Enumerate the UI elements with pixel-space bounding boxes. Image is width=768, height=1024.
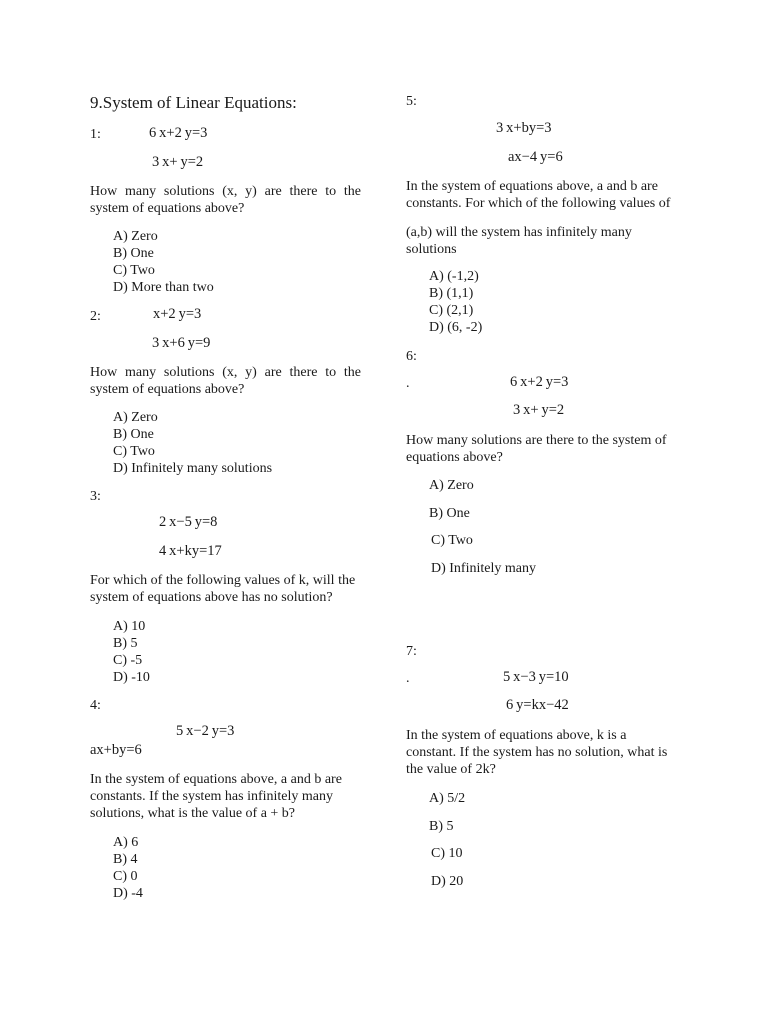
- option-c: C) 10: [431, 846, 463, 861]
- option-d: D) Infinitely many: [431, 561, 536, 576]
- question-text-part1: In the system of equations above, a and b are constants. For which of the following values of: [406, 179, 671, 211]
- equation-1: 6 x+2 y=3: [149, 125, 208, 141]
- option-c: C) Two: [113, 263, 155, 278]
- option-b: B) 4: [113, 852, 138, 867]
- option-b: B) (1,1): [429, 286, 474, 301]
- question-text: In the system of equations above, a and b are constants. If the system has infinitely many solutions, what is the value of a + b?: [90, 772, 342, 821]
- equation-1: x+2 y=3: [153, 306, 202, 322]
- equation-2: 3 x+ y=2: [152, 154, 204, 170]
- question-text: How many solutions (x, y) are there to the system of equations above?: [90, 184, 361, 216]
- equation-2: 4 x+ky=17: [159, 543, 222, 559]
- option-b: B) One: [113, 246, 154, 261]
- equation-1: 5 x−2 y=3: [176, 723, 235, 739]
- option-c: C) -5: [113, 653, 143, 668]
- option-d: D) Infinitely many solutions: [113, 461, 273, 476]
- option-a: A) 6: [113, 835, 139, 850]
- option-c: C) 0: [113, 869, 138, 884]
- stray-dot: .: [406, 376, 410, 391]
- page-title: 9.System of Linear Equations:: [90, 93, 297, 112]
- option-b: B) One: [429, 506, 470, 521]
- equation-2: ax+by=6: [90, 742, 142, 758]
- problem-label: 2:: [90, 309, 101, 324]
- option-d: D) (6, -2): [429, 320, 483, 335]
- option-a: A) Zero: [113, 229, 158, 244]
- equation-2: ax−4 y=6: [508, 149, 563, 165]
- equation-2: 6 y=kx−42: [506, 697, 569, 713]
- option-d: D) -4: [113, 886, 143, 901]
- option-b: B) 5: [429, 819, 454, 834]
- problem-label: 6:: [406, 349, 417, 364]
- equation-2: 3 x+6 y=9: [152, 335, 211, 351]
- option-d: D) More than two: [113, 280, 214, 295]
- problem-label: 5:: [406, 94, 417, 109]
- problem-label: 4:: [90, 698, 101, 713]
- option-b: B) One: [113, 427, 154, 442]
- option-d: D) 20: [431, 874, 464, 889]
- problem-label: 7:: [406, 644, 417, 659]
- option-a: A) (-1,2): [429, 269, 479, 284]
- stray-dot: .: [406, 671, 410, 686]
- option-a: A) Zero: [113, 410, 158, 425]
- question-text-part2: (a,b) will the system has infinitely many solutions: [406, 225, 632, 257]
- question-text: How many solutions are there to the system of equations above?: [406, 433, 667, 465]
- option-c: C) Two: [113, 444, 155, 459]
- equation-1: 5 x−3 y=10: [503, 669, 569, 685]
- equation-1: 3 x+by=3: [496, 120, 552, 136]
- option-c: C) (2,1): [429, 303, 474, 318]
- question-text: How many solutions (x, y) are there to the system of equations above?: [90, 365, 361, 397]
- option-a: A) 5/2: [429, 791, 466, 806]
- question-text: For which of the following values of k, will the system of equations above has no solution?: [90, 573, 356, 605]
- option-d: D) -10: [113, 670, 150, 685]
- equation-2: 3 x+ y=2: [513, 402, 565, 418]
- question-text: In the system of equations above, k is a constant. If the system has no solution, what is the value of 2k?: [406, 728, 668, 777]
- option-b: B) 5: [113, 636, 138, 651]
- problem-label: 1:: [90, 127, 101, 142]
- problem-label: 3:: [90, 489, 101, 504]
- equation-1: 2 x−5 y=8: [159, 514, 218, 530]
- option-a: A) 10: [113, 619, 146, 634]
- option-a: A) Zero: [429, 478, 474, 493]
- equation-1: 6 x+2 y=3: [510, 374, 569, 390]
- option-c: C) Two: [431, 533, 473, 548]
